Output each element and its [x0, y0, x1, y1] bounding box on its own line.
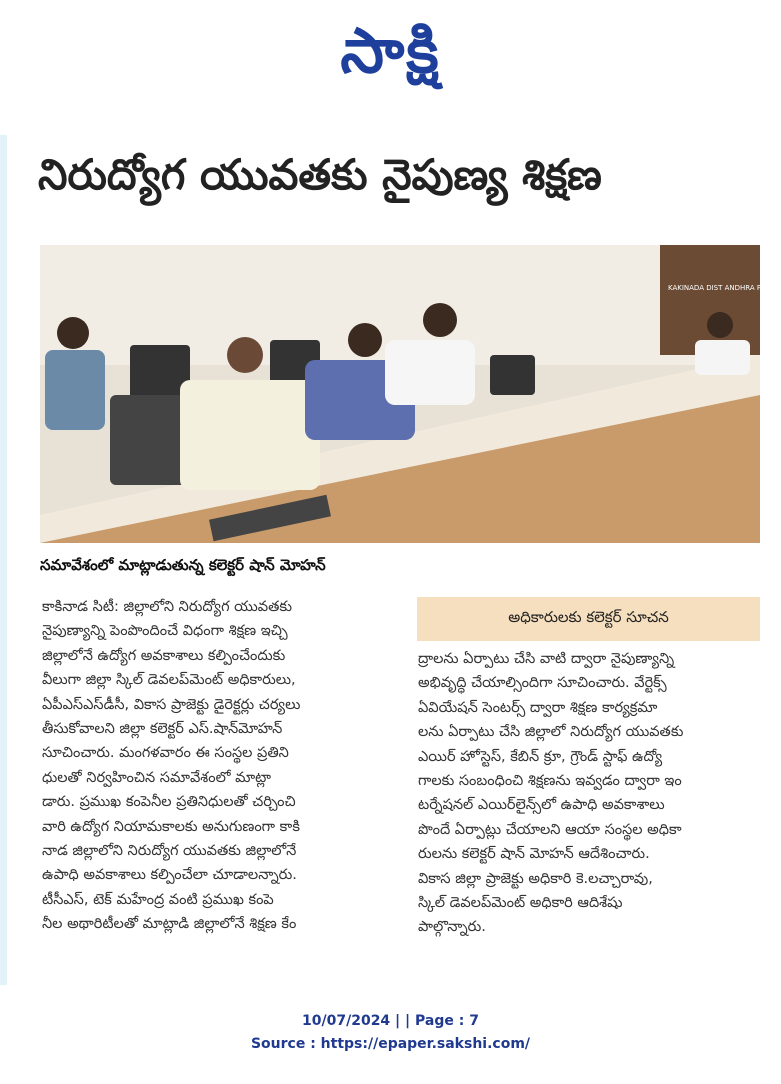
article-line: ధులతో నిర్వహించిన సమావేశంలో మాట్లా [42, 769, 271, 786]
sakshi-logo: సాక్షి [340, 14, 441, 87]
article-line: పాల్గొన్నారు. [418, 919, 486, 936]
article-line: వీలుగా జిల్లా స్కిల్ డెవలప్‌మెంట్ అధికారులు, [42, 672, 296, 689]
article-right-column [418, 647, 760, 940]
footer-date-page: 10/07/2024 | | Page : 7 [302, 1013, 479, 1029]
article-line: నాడ జిల్లాలోని నిరుద్యోగ యువతకు జిల్లాలోనే [42, 843, 297, 860]
photo-sign: KAKINADA DIST ANDHRA PRADE [668, 284, 781, 292]
article-line: టీసీఎస్, టెక్ మహేంద్ర వంటి ప్రముఖ కంపె [42, 891, 274, 908]
article-line: లను ఏర్పాటు చేసి జిల్లాలో నిరుద్యోగ యువతకు [418, 724, 684, 741]
article-line: వికాస జిల్లా ప్రాజెక్టు అధికారి కె.లచ్చారావు, [418, 870, 653, 887]
article-line: ఏవియేషన్ సెంటర్స్ ద్వారా శిక్షణ కార్యక్రమా [418, 699, 658, 716]
article-line: ఏపీఎస్‌ఎస్‌డీసీ, వికాస ప్రాజెక్టు డైరెక్టర్లు చర్యలు [42, 696, 301, 713]
subhead: అధికారులకు కలెక్టర్ సూచన [508, 608, 669, 626]
headline: నిరుద్యోగ యువతకు నైపుణ్య శిక్షణ [38, 150, 602, 199]
article-line: తీసుకోవాలని జిల్లా కలెక్టర్ ఎస్.షాన్‌మోహన్ [42, 721, 283, 738]
article-line: పొందే ఏర్పాట్లు చేయాలని ఆయా సంస్థల అధికా [418, 821, 682, 838]
meeting-photo [40, 245, 781, 543]
article-line: డారు. ప్రముఖ కంపెనీల ప్రతినిధులతో చర్చించి [42, 794, 296, 811]
article-line: రులను కలెక్టర్ షాన్ మోహన్ ఆదేశించారు. [418, 846, 650, 863]
footer-source-link[interactable]: Source : https://epaper.sakshi.com/ [250, 1036, 531, 1052]
article-line: ఉపాధి అవకాశాలు కల్పించేలా చూడాలన్నారు. [42, 867, 297, 884]
article-line: స్కిల్ డెవలప్‌మెంట్ అధికారి ఆదిశేషు [418, 895, 623, 912]
photo-caption: సమావేశంలో మాట్లాడుతున్న కలెక్టర్ షాన్ మోహన్ [40, 556, 326, 574]
subhead-box [417, 597, 760, 641]
article-line: వారి ఉద్యోగ నియామకాలకు అనుగుణంగా కాకి [42, 818, 300, 835]
article-line: నీల అథారిటీలతో మాట్లాడి జిల్లాలోనే శిక్షణ కేం [42, 916, 297, 933]
article-line: అభివృద్ధి చేయాల్సిందిగా సూచించారు. వేర్టెక్స్ [418, 675, 667, 692]
article-line: ఎయిర్ హోస్టెస్, కేబిన్ క్రూ, గ్రౌండ్ స్టాఫ్ ఉద్యో [418, 748, 663, 765]
article-line: సూచించారు. మంగళవారం ఈ సంస్థల ప్రతిని [42, 745, 289, 762]
article-line: కాకినాడ సిటీ: జిల్లాలోని నిరుద్యోగ యువతకు [42, 599, 292, 615]
article-line: నైపుణ్యాన్ని పెంపొందించే విధంగా శిక్షణ ఇచ్చి [42, 623, 288, 640]
page-edge-strip [0, 135, 7, 985]
article-line: ద్రాలను ఏర్పాటు చేసి వాటి ద్వారా నైపుణ్యాన్ని [418, 651, 675, 667]
article-line: జిల్లాలోనే ఉద్యోగ అవకాశాలు కల్పించేందుకు [42, 647, 286, 664]
article-line: గాలకు సంబంధించి శిక్షణను ఇవ్వడం ద్వారా ఇం [418, 773, 682, 790]
article-line: టర్నేషనల్ ఎయిర్‌లైన్స్‌లో ఉపాధి అవకాశాలు [418, 797, 665, 814]
article-left-column [42, 595, 406, 937]
